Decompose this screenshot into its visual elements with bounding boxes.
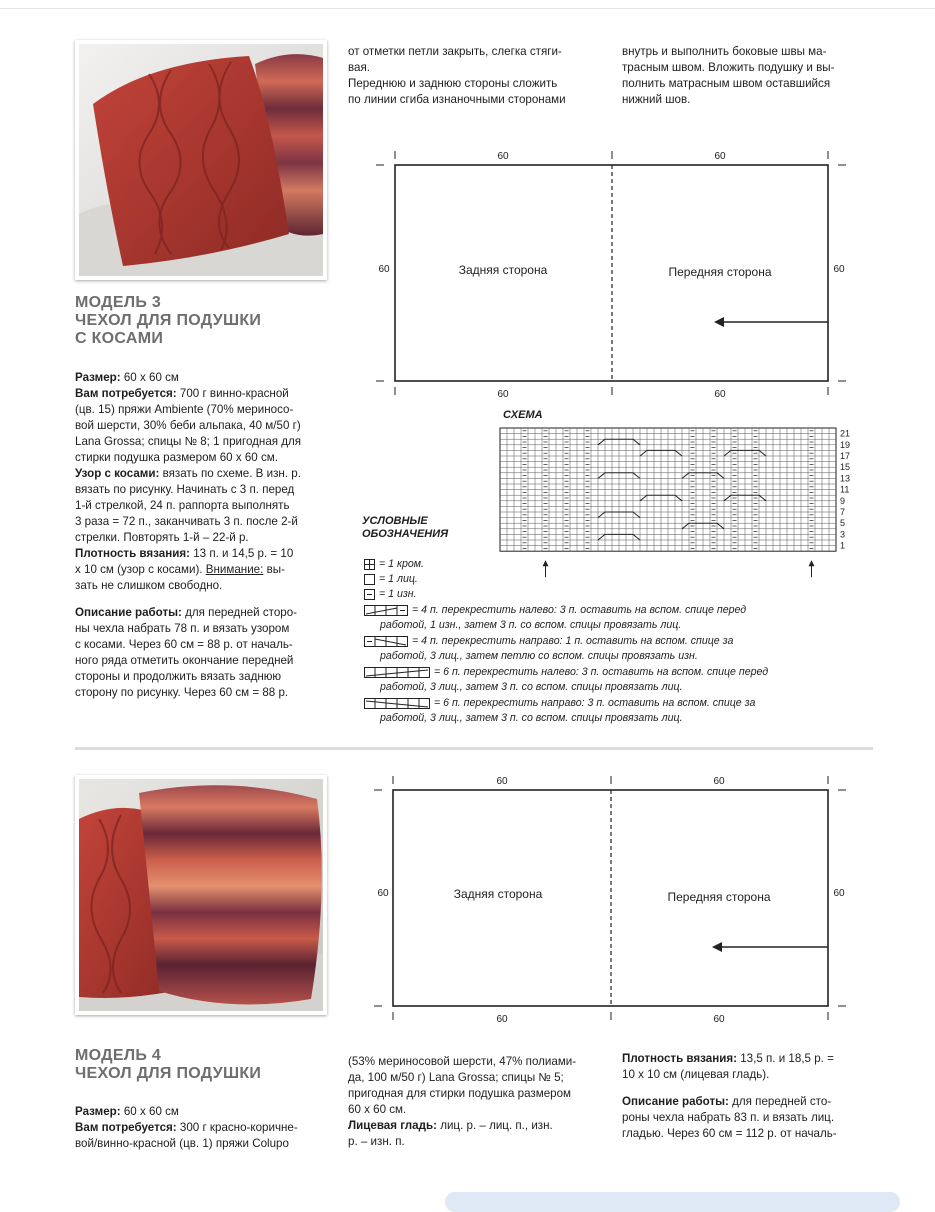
left-dim: 60 xyxy=(377,888,389,899)
legend-item-knit: = 1 лиц. xyxy=(364,572,418,587)
model3-title: МОДЕЛЬ 3 ЧЕХОЛ ДЛЯ ПОДУШКИ С КОСАМИ xyxy=(75,294,262,347)
back-side-label: Задняя сторона xyxy=(453,887,543,901)
chart-row-number: 9 xyxy=(840,495,846,506)
top-dim-left: 60 xyxy=(497,151,509,162)
cable-pillow-photo xyxy=(75,40,327,280)
chart-row-number: 7 xyxy=(840,507,846,517)
legend-item-cross4-right: = 4 п. перекрестить направо: 1 п. оставить на вспом. спице за xyxy=(364,634,733,649)
bottom-dim-right: 60 xyxy=(714,389,726,400)
chart-start-arrowhead xyxy=(809,560,815,566)
top-border xyxy=(0,8,935,9)
chart-row-number: 17 xyxy=(840,451,851,461)
chart-row-number: 13 xyxy=(840,473,851,484)
chart-row-number: 3 xyxy=(840,529,846,540)
top-text-col3: внутрь и выполнить боковые швы ма- трасным швом. Вложить подушку и вы- полнить матрасным швом оставшийся нижний шов. xyxy=(622,45,835,106)
dimension-diagram-1 xyxy=(370,145,860,405)
chart-row-number: 21 xyxy=(840,428,851,439)
bottom-bar xyxy=(445,1192,900,1212)
bottom-dim-left: 60 xyxy=(496,1014,508,1025)
chart-row-number: 1 xyxy=(840,540,846,551)
legend-item-cross4-left: = 4 п. перекрестить налево: 3 п. оставить на вспом. спице перед xyxy=(364,603,746,618)
legend-item-purl: = 1 изн. xyxy=(364,587,417,602)
model4-col2: (53% мериносовой шерсти, 47% полиами- да, 100 м/50 г) Lana Grossa; спицы № 5; пригодная для стирки подушка размером 60 х 60 см. Лицевая гладь: лиц. р. – лиц. п., изн. р. – изн. п. xyxy=(348,1055,577,1148)
chart-row-number: 15 xyxy=(840,462,851,473)
top-dim-right: 60 xyxy=(713,776,725,787)
legend-item-cross4-right-cont: работой, 3 лиц., затем петлю со вспом. спицы провязать изн. xyxy=(380,650,698,662)
chart-row-number: 19 xyxy=(840,439,851,450)
legend-item-cross6-right: = 6 п. перекрестить направо: 3 п. оставить на вспом. спице за xyxy=(364,696,755,711)
legend-title: УСЛОВНЫЕ ОБОЗНАЧЕНИЯ xyxy=(362,515,449,540)
top-dim-left: 60 xyxy=(496,776,508,787)
model4-body: Размер: 60 х 60 см Вам потребуется: 300 г красно-коричне- вой/винно-красной (цв. 1) пряжи Colupo xyxy=(75,1105,298,1150)
bottom-dim-right: 60 xyxy=(713,1014,725,1025)
chart-row-number: 11 xyxy=(840,484,850,495)
front-side-label: Передняя сторона xyxy=(667,890,771,904)
left-dim: 60 xyxy=(378,264,390,275)
legend-item-cross6-left: = 6 п. перекрестить налево: 3 п. оставить на вспом. спице перед xyxy=(364,665,768,680)
legend-item-edge: = 1 кром. xyxy=(364,557,424,572)
top-dim-right: 60 xyxy=(714,151,726,162)
dimension-diagram-2 xyxy=(370,770,860,1030)
schema-title: СХЕМА xyxy=(503,409,543,421)
right-dim: 60 xyxy=(833,888,845,899)
model4-col3: Плотность вязания: 13,5 п. и 18,5 р. = 10 х 10 см (лицевая гладь). Описание работы: для передней сто- роны чехла набрать 83 п. и вязать лиц. гладью. Через 60 см = 112 р. от началь- xyxy=(622,1052,837,1140)
chart-start-arrowhead xyxy=(543,560,549,566)
chart-row-number: 5 xyxy=(840,518,846,529)
knitting-chart xyxy=(490,425,870,585)
legend-item-cross4-left-cont: работой, 1 изн., затем 3 п. со вспом. спицы провязать лиц. xyxy=(380,619,682,631)
bottom-dim-left: 60 xyxy=(497,389,509,400)
model3-body: Размер: 60 х 60 см Вам потребуется: 700 г винно-красной (цв. 15) пряжи Ambiente (70% мериносо- вой шерсти, 30% беби альпака, 40 м/50 г) Lana Grossa; спицы № 8; 1 пригодная для стирки подушка размером 60 х 60 см. Узор с косами: вязать по схеме. В изн. р. вязать по рисунку. Начинать с 3 п. перед 1-й стрелкой, 24 п. раппорта выполнять 3 раза = 72 п., заканчивать 3 п. после 2-й стрелки. Повторять 1-й – 22-й р. Плотность вязания: 13 п. и 14,5 р. = 10 х 10 см (узор с косами). Внимание: вы- зать не слишком свободно. Описание работы: для передней сторо- ны чехла набрать 78 п. и вязать узором с косами. Через 60 см = 88 р. от началь- ного ряда отметить окончание передней стороны и продолжить вязать заднюю сторону по рисунку. Через 60 см = 88 р. xyxy=(75,371,302,699)
back-side-label: Задняя сторона xyxy=(458,263,548,277)
front-side-label: Передняя сторона xyxy=(668,265,772,279)
legend-item-cross6-left-cont: работой, 3 лиц., затем 3 п. со вспом. спицы провязать лиц. xyxy=(380,681,683,693)
model4-title: МОДЕЛЬ 4 ЧЕХОЛ ДЛЯ ПОДУШКИ xyxy=(75,1047,262,1082)
top-text-col2: от отметки петли закрыть, слегка стяги- вая. Переднюю и заднюю стороны сложить по линии сгиба изнаночными сторонами xyxy=(348,45,566,106)
striped-pillow-photo xyxy=(75,775,327,1015)
section-divider xyxy=(75,747,873,750)
right-dim: 60 xyxy=(833,264,845,275)
legend-item-cross6-right-cont: работой, 3 лиц., затем 3 п. со вспом. спицы провязать лиц. xyxy=(380,712,683,724)
